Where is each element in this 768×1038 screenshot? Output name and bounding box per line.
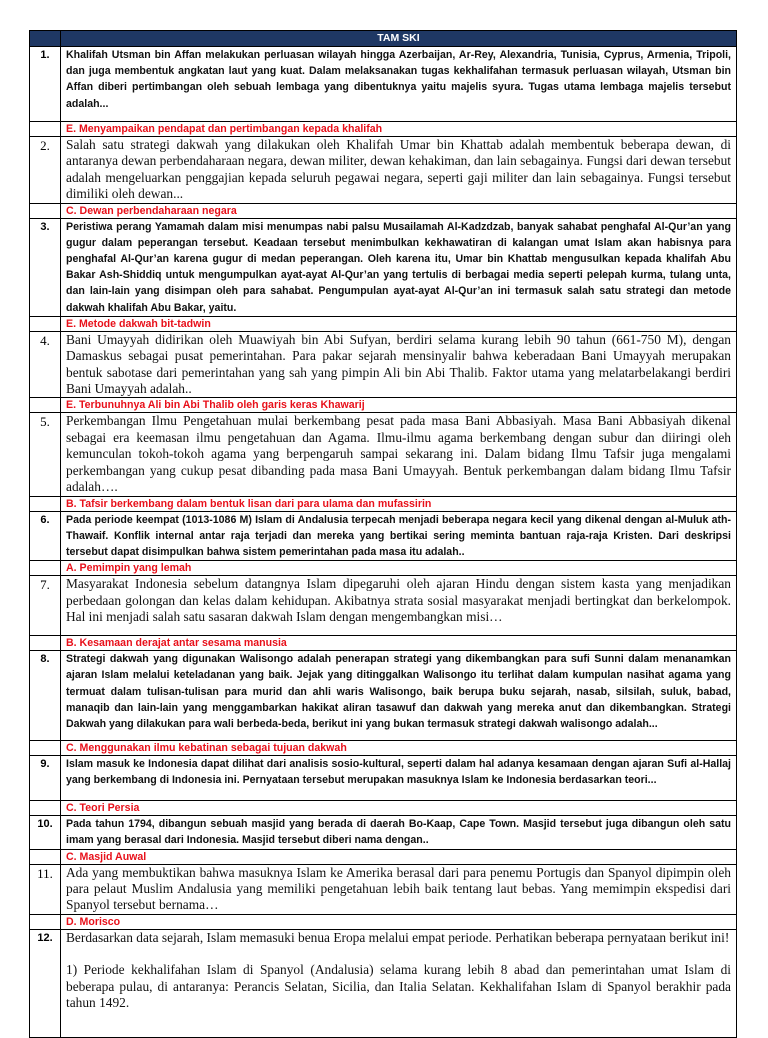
question-row (30, 576, 737, 636)
question-row (30, 651, 737, 741)
answer-row (30, 203, 737, 218)
answer-row (30, 849, 737, 864)
question-number: 5. (30, 413, 61, 496)
question-text: Islam masuk ke Indonesia dapat dilihat dari analisis sosio-kultural, seperti dalam hal adanya kesamaan dengan ajaran Sufi al-Hallaj yang berkembang di Indonesia ini. Pernyataan tersebut merupakan masuknya Islam ke Indonesia berdasarkan teori... (61, 756, 737, 801)
question-row (30, 218, 737, 316)
answer-row (30, 496, 737, 511)
answer-number-cell (30, 496, 61, 511)
answer-row (30, 801, 737, 816)
paragraph-gap (66, 946, 731, 962)
question-row (30, 816, 737, 849)
question-number: 4. (30, 331, 61, 398)
answer-text: E. Metode dakwah bit-tadwin (61, 316, 737, 331)
question-text: Khalifah Utsman bin Affan melakukan perluasan wilayah hingga Azerbaijan, Ar-Rey, Alexandria, Tunisia, Cyprus, Armenia, Tripoli, dan juga membentuk angkatan laut yang kuat. Dalam melaksanakan tugas kekhalifahan termasuk perluasan wilayah, Utsman bin Affan diberi pertimbangan oleh sebuah lembaga yang dibentuknya yaitu majelis syura. Tugas utama lembaga majelis tersebut adalah... (61, 47, 737, 122)
question-number: 3. (30, 218, 61, 316)
question-number: 6. (30, 511, 61, 561)
question-text: Masyarakat Indonesia sebelum datangnya Islam dipegaruhi oleh ajaran Hindu dengan sistem kasta yang menjadikan perbedaan golongan dan kelas dalam kehidupan. Akibatnya strata sosial masyarakat menjadi bertingkat dan berkelompok. Hal ini menjadi salah satu sasaran dakwah Islam dengan mengembangkan misi… (61, 576, 737, 636)
question-text: Salah satu strategi dakwah yang dilakukan oleh Khalifah Umar bin Khattab adalah membentuk beberapa dewan, di antaranya dewan perbendaharaan negara, dewan militer, dewan kehakiman, dan lain sebagainya. Fungsi dari dewan tersebut adalah mengeluarkan penggajian kepada seluruh pegawai negara, seperti gaji militer dan lain sebagainya. Fungsi tersebut dimiliki oleh dewan... (61, 137, 737, 204)
question-text: Bani Umayyah didirikan oleh Muawiyah bin Abi Sufyan, berdiri selama kurang lebih 90 tahun (661-750 M), dengan Damaskus sebagai pusat pemerintahan. Para pakar sejarah mensinyalir bahwa keberadaan Bani Umayyah merupakan bentuk sabotase dari pemerintahan yang sah yang pimpin Ali bin Abi Thalib. Faktor utama yang melatarbelakangi berdiri Bani Umayyah adalah.. (61, 331, 737, 398)
answer-row (30, 914, 737, 929)
answer-text: B. Tafsir berkembang dalam bentuk lisan dari para ulama dan mufassirin (61, 496, 737, 511)
answer-row (30, 561, 737, 576)
question-row (30, 413, 737, 496)
answer-text: D. Morisco (61, 914, 737, 929)
question-text: Pada periode keempat (1013-1086 M) Islam di Andalusia terpecah menjadi beberapa negara kecil yang dikenal dengan al-Muluk ath-Thawaif. Konflik internal antar raja terjadi dan mereka yang bertikai sering meminta bantuan raja-raja Kristen. Dari deskripsi tersebut dapat disimpulkan bahwa sistem pemerintahan pada masa itu adalah.. (61, 511, 737, 561)
answer-number-cell (30, 636, 61, 651)
question-text: Pada tahun 1794, dibangun sebuah masjid yang berada di daerah Bo-Kaap, Cape Town. Masjid tersebut juga dibangun oleh satu imam yang berasal dari Indonesia. Masjid tersebut diberi nama dengan.. (61, 816, 737, 849)
question-number: 1. (30, 47, 61, 122)
question-row (30, 137, 737, 204)
answer-number-cell (30, 398, 61, 413)
question-row (30, 929, 737, 1037)
question-number: 10. (30, 816, 61, 849)
answer-text: C. Menggunakan ilmu kebatinan sebagai tujuan dakwah (61, 741, 737, 756)
answer-number-cell (30, 914, 61, 929)
answer-row (30, 741, 737, 756)
answer-text: C. Teori Persia (61, 801, 737, 816)
answer-row (30, 398, 737, 413)
answer-text: B. Kesamaan derajat antar sesama manusia (61, 636, 737, 651)
question-number: 9. (30, 756, 61, 801)
question-point: 1) Periode kekhalifahan Islam di Spanyol (Andalusia) selama kurang lebih 8 abad dan pemerintahan umat Islam di beberapa pulau, di antaranya: Perancis Selatan, Sicilia, dan Italia Selatan. Kekhalifahan Islam di Spanyol berakhir pada tahun 1492. (66, 962, 731, 1010)
question-table (29, 30, 737, 1038)
question-text: Ada yang membuktikan bahwa masuknya Islam ke Amerika berasal dari para penemu Portugis dan Spanyol dipimpin oleh para pelaut Muslim Andalusia yang memiliki pengetahuan lebih baik tentang laut bebas. Yang memimpin ekspedisi dari Spanyol tersebut bernama… (61, 864, 737, 914)
question-row (30, 331, 737, 398)
answer-number-cell (30, 203, 61, 218)
question-text: Peristiwa perang Yamamah dalam misi menumpas nabi palsu Musailamah Al-Kadzdzab, banyak sahabat penghafal Al-Qur’an yang gugur dalam peperangan tersebut. Keadaan tersebut menimbulkan kekhawatiran di kalangan umat Islam akan habisnya para penghafal Al-Qur’an karena gugur di medan peperangan. Oleh karena itu, Umar bin Khattab mengusulkan kepada khalifah Abu Bakar Ash-Shiddiq untuk mengumpulkan ayat-ayat Al-Qur’an yang tertulis di berbagai media seperti pelepah kurma, tulang unta, dan lain-lain yang disimpan oleh para sahabat. Pengumpulan ayat-ayat Al-Qur’an ini termasuk salah satu strategi dan metode dakwah khalifah Abu Bakar, yaitu. (61, 218, 737, 316)
table-header-row (30, 31, 737, 47)
question-number: 7. (30, 576, 61, 636)
question-number: 8. (30, 651, 61, 741)
answer-row (30, 636, 737, 651)
answer-number-cell (30, 316, 61, 331)
answer-text: E. Terbunuhnya Ali bin Abi Thalib oleh garis keras Khawarij (61, 398, 737, 413)
answer-row (30, 122, 737, 137)
question-number: 12. (30, 929, 61, 1037)
answer-number-cell (30, 741, 61, 756)
question-number: 11. (30, 864, 61, 914)
answer-text: C. Dewan perbendaharaan negara (61, 203, 737, 218)
question-text (61, 929, 737, 1037)
answer-row (30, 316, 737, 331)
question-row (30, 47, 737, 122)
table-title: TAM SKI (61, 31, 737, 47)
header-corner (30, 31, 61, 47)
answer-number-cell (30, 561, 61, 576)
question-text: Strategi dakwah yang digunakan Walisongo adalah penerapan strategi yang dikembangkan para sufi Sunni dalam menanamkan ajaran Islam melalui keteladanan yang baik. Jejak yang ditinggalkan Walisongo itu terlihat dalam kumpulan nasihat agama yang termuat dalam tulisan-tulisan para murid dan ahli waris Walisongo, baik berupa buku sejarah, nasab, silsilah, suluk, babad, manaqib dan lain-lain yang menggambarkan hakikat aliran tasawuf dan dakwah yang mereka anut dan dikembangkan. Strategi Dakwah yang dilakukan para wali berbeda-beda, berikut ini yang bukan termasuk strategi dakwah walisongo adalah... (61, 651, 737, 741)
answer-number-cell (30, 849, 61, 864)
question-row (30, 511, 737, 561)
question-number: 2. (30, 137, 61, 204)
answer-text: C. Masjid Auwal (61, 849, 737, 864)
answer-number-cell (30, 801, 61, 816)
question-intro: Berdasarkan data sejarah, Islam memasuki benua Eropa melalui empat periode. Perhatikan beberapa pernyataan berikut ini! (66, 929, 730, 945)
answer-number-cell (30, 122, 61, 137)
question-text: Perkembangan Ilmu Pengetahuan mulai berkembang pesat pada masa Bani Abbasiyah. Masa Bani Abbasiyah dikenal sebagai era keemasan ilmu pengetahuan dan Agama. Ilmu-ilmu agama berkembang dengan subur dan diiringi oleh kemunculan tokoh-tokoh agama yang berpengaruh sampai sekarang ini. Dalam bidang Ilmu Tafsir juga mengalami perkembangan yang cukup pesat dibanding pada masa Bani Umayyah. Bentuk perkembangan dalam bidang Ilmu Tafsir adalah…. (61, 413, 737, 496)
answer-text: A. Pemimpin yang lemah (61, 561, 737, 576)
answer-text: E. Menyampaikan pendapat dan pertimbangan kepada khalifah (61, 122, 737, 137)
question-row (30, 756, 737, 801)
question-row (30, 864, 737, 914)
